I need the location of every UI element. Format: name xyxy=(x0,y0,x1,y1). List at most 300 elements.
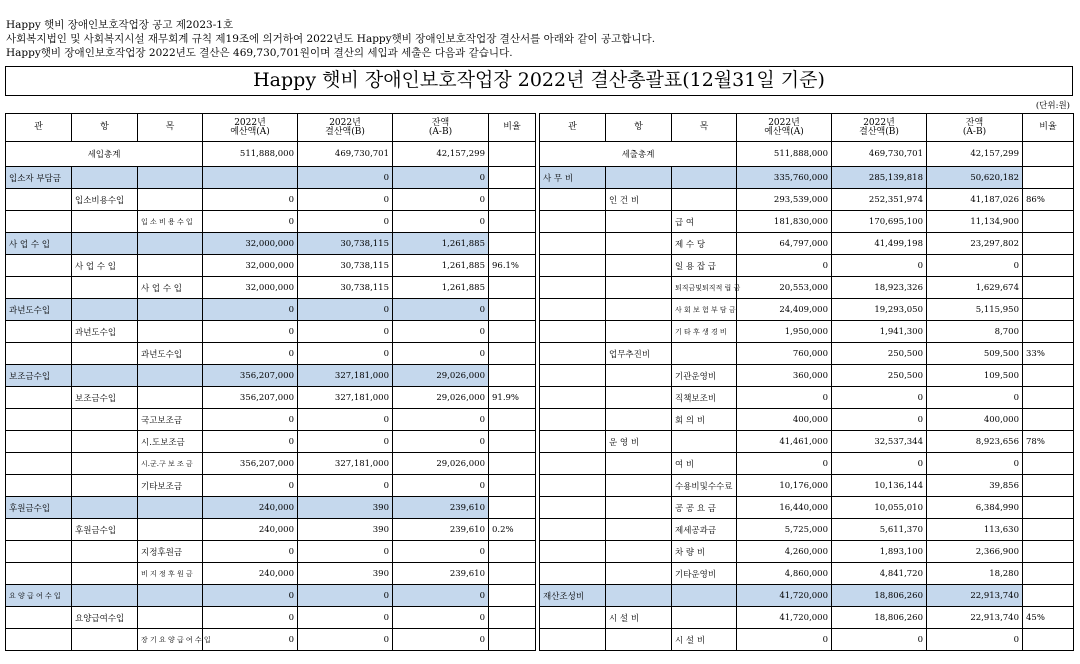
revenue-settle-cell: 0 xyxy=(298,629,393,651)
expense-row xyxy=(540,233,1074,255)
expense-total-ratio xyxy=(1023,142,1074,167)
expense-gwan-cell xyxy=(540,277,606,299)
revenue-row xyxy=(6,607,536,629)
expense-ratio-cell xyxy=(1023,629,1074,651)
revenue-settle-cell: 0 xyxy=(298,167,393,189)
expense-gwan-cell xyxy=(540,365,606,387)
expense-diff-cell: 2,366,900 xyxy=(927,541,1023,563)
revenue-budget-cell: 356,207,000 xyxy=(203,453,298,475)
revenue-budget-cell: 0 xyxy=(203,475,298,497)
revenue-ratio-cell xyxy=(489,629,536,651)
revenue-mok-cell xyxy=(138,255,203,277)
revenue-gwan-cell xyxy=(6,387,72,409)
expense-mok-cell: 수용비및수수료 xyxy=(672,475,737,497)
revenue-row xyxy=(6,541,536,563)
expense-total-row xyxy=(540,142,1074,167)
expense-mok-cell: 공 공 요 금 xyxy=(672,497,737,519)
revenue-diff-cell: 1,261,885 xyxy=(393,277,489,299)
revenue-ratio-cell xyxy=(489,475,536,497)
revenue-ratio-cell xyxy=(489,189,536,211)
expense-gwan-cell xyxy=(540,519,606,541)
expense-ratio-cell xyxy=(1023,563,1074,585)
expense-budget-cell: 41,720,000 xyxy=(737,607,832,629)
revenue-ratio-cell xyxy=(489,321,536,343)
revenue-gwan-cell: 요 양 급 여 수 입 xyxy=(6,585,72,607)
expense-budget-cell: 24,409,000 xyxy=(737,299,832,321)
expense-budget-cell: 64,797,000 xyxy=(737,233,832,255)
expense-row xyxy=(540,365,1074,387)
revenue-gwan-cell xyxy=(6,607,72,629)
expense-settle-cell: 5,611,370 xyxy=(832,519,927,541)
expense-budget-cell: 41,720,000 xyxy=(737,585,832,607)
revenue-ratio-cell xyxy=(489,233,536,255)
expense-budget-cell: 0 xyxy=(737,453,832,475)
expense-hang-cell: 인 건 비 xyxy=(606,189,672,211)
expense-ratio-cell xyxy=(1023,299,1074,321)
revenue-diff-cell: 0 xyxy=(393,343,489,365)
expense-hang-cell: 운 영 비 xyxy=(606,431,672,453)
expense-row xyxy=(540,541,1074,563)
expense-mok-cell xyxy=(672,431,737,453)
revenue-settle-cell: 390 xyxy=(298,563,393,585)
revenue-row xyxy=(6,409,536,431)
expense-ratio-cell xyxy=(1023,453,1074,475)
revenue-diff-cell: 0 xyxy=(393,541,489,563)
revenue-row xyxy=(6,563,536,585)
revenue-row xyxy=(6,167,536,189)
revenue-settle-cell: 30,738,115 xyxy=(298,277,393,299)
expense-row xyxy=(540,431,1074,453)
expense-ratio-cell xyxy=(1023,409,1074,431)
revenue-budget-cell: 0 xyxy=(203,541,298,563)
header-difference: 잔액 (A-B) xyxy=(393,114,489,142)
expense-diff-cell: 41,187,026 xyxy=(927,189,1023,211)
expense-settle-cell: 10,055,010 xyxy=(832,497,927,519)
revenue-hang-cell xyxy=(72,277,138,299)
revenue-hang-cell: 입소비용수입 xyxy=(72,189,138,211)
expense-diff-cell: 6,384,990 xyxy=(927,497,1023,519)
header-budget: 2022년 예산액(A) xyxy=(737,114,832,142)
expense-hang-cell xyxy=(606,233,672,255)
revenue-gwan-cell: 후원금수입 xyxy=(6,497,72,519)
revenue-mok-cell: 사 업 수 입 xyxy=(138,277,203,299)
expense-hang-cell xyxy=(606,255,672,277)
expense-budget-cell: 360,000 xyxy=(737,365,832,387)
revenue-diff-cell: 0 xyxy=(393,629,489,651)
expense-budget-cell: 293,539,000 xyxy=(737,189,832,211)
expense-row xyxy=(540,453,1074,475)
expense-mok-cell: 차 량 비 xyxy=(672,541,737,563)
expense-budget-cell: 0 xyxy=(737,387,832,409)
revenue-total-label: 세입총계 xyxy=(6,142,203,167)
expense-diff-cell: 22,913,740 xyxy=(927,585,1023,607)
revenue-mok-cell xyxy=(138,167,203,189)
expense-mok-cell: 제세공과금 xyxy=(672,519,737,541)
revenue-settle-cell: 30,738,115 xyxy=(298,255,393,277)
revenue-budget-cell: 32,000,000 xyxy=(203,277,298,299)
expense-ratio-cell xyxy=(1023,211,1074,233)
revenue-settle-cell: 327,181,000 xyxy=(298,453,393,475)
expense-settle-cell: 0 xyxy=(832,409,927,431)
revenue-hang-cell xyxy=(72,629,138,651)
expense-hang-cell xyxy=(606,321,672,343)
expense-ratio-cell: 33% xyxy=(1023,343,1074,365)
revenue-gwan-cell xyxy=(6,277,72,299)
expense-diff-cell: 8,700 xyxy=(927,321,1023,343)
expense-hang-cell xyxy=(606,563,672,585)
revenue-budget-cell: 32,000,000 xyxy=(203,255,298,277)
expense-diff-cell: 109,500 xyxy=(927,365,1023,387)
expense-mok-cell: 시 설 비 xyxy=(672,629,737,651)
expense-settle-cell: 1,941,300 xyxy=(832,321,927,343)
expense-hang-cell xyxy=(606,211,672,233)
expense-ratio-cell xyxy=(1023,497,1074,519)
expense-budget-cell: 4,260,000 xyxy=(737,541,832,563)
expense-budget-cell: 10,176,000 xyxy=(737,475,832,497)
revenue-hang-cell xyxy=(72,211,138,233)
revenue-ratio-cell: 91.9% xyxy=(489,387,536,409)
revenue-row xyxy=(6,321,536,343)
expense-diff-cell: 23,297,802 xyxy=(927,233,1023,255)
revenue-diff-cell: 239,610 xyxy=(393,563,489,585)
expense-row xyxy=(540,387,1074,409)
expense-row xyxy=(540,189,1074,211)
revenue-gwan-cell xyxy=(6,519,72,541)
revenue-ratio-cell xyxy=(489,365,536,387)
revenue-hang-cell: 후원금수입 xyxy=(72,519,138,541)
expense-header-row xyxy=(540,114,1074,142)
expense-ratio-cell: 78% xyxy=(1023,431,1074,453)
expense-table xyxy=(539,113,1074,651)
revenue-settle-cell: 0 xyxy=(298,189,393,211)
revenue-mok-cell: 비 지 정 후 원 금 xyxy=(138,563,203,585)
revenue-mok-cell xyxy=(138,387,203,409)
revenue-row xyxy=(6,475,536,497)
expense-budget-cell: 5,725,000 xyxy=(737,519,832,541)
expense-mok-cell: 기 타 후 생 경 비 xyxy=(672,321,737,343)
expense-gwan-cell xyxy=(540,211,606,233)
expense-ratio-cell xyxy=(1023,585,1074,607)
expense-gwan-cell xyxy=(540,409,606,431)
revenue-hang-cell xyxy=(72,475,138,497)
revenue-total-settlement: 469,730,701 xyxy=(298,142,393,167)
expense-ratio-cell xyxy=(1023,255,1074,277)
revenue-budget-cell: 0 xyxy=(203,431,298,453)
expense-diff-cell: 5,115,950 xyxy=(927,299,1023,321)
revenue-mok-cell: 장 기 요 양 급 여 수 입 xyxy=(138,629,203,651)
expense-settle-cell: 18,806,260 xyxy=(832,585,927,607)
revenue-ratio-cell xyxy=(489,409,536,431)
revenue-mok-cell: 기타보조금 xyxy=(138,475,203,497)
document-title: Happy 햇비 장애인보호작업장 2022년 결산총괄표(12월31일 기준) xyxy=(5,66,1073,96)
header-ratio: 비율 xyxy=(1023,114,1074,142)
revenue-settle-cell: 0 xyxy=(298,541,393,563)
expense-hang-cell xyxy=(606,585,672,607)
expense-gwan-cell xyxy=(540,453,606,475)
revenue-mok-cell xyxy=(138,519,203,541)
revenue-diff-cell: 0 xyxy=(393,431,489,453)
revenue-diff-cell: 0 xyxy=(393,607,489,629)
expense-mok-cell: 직책보조비 xyxy=(672,387,737,409)
revenue-ratio-cell xyxy=(489,541,536,563)
expense-budget-cell: 20,553,000 xyxy=(737,277,832,299)
revenue-row xyxy=(6,299,536,321)
revenue-ratio-cell xyxy=(489,277,536,299)
revenue-hang-cell xyxy=(72,343,138,365)
revenue-row xyxy=(6,387,536,409)
expense-gwan-cell xyxy=(540,321,606,343)
expense-gwan-cell xyxy=(540,387,606,409)
revenue-row xyxy=(6,497,536,519)
expense-diff-cell: 113,630 xyxy=(927,519,1023,541)
expense-gwan-cell xyxy=(540,541,606,563)
expense-ratio-cell: 45% xyxy=(1023,607,1074,629)
expense-mok-cell: 회 의 비 xyxy=(672,409,737,431)
revenue-mok-cell xyxy=(138,233,203,255)
revenue-budget-cell: 240,000 xyxy=(203,563,298,585)
expense-settle-cell: 1,893,100 xyxy=(832,541,927,563)
revenue-settle-cell: 0 xyxy=(298,475,393,497)
expense-settle-cell: 4,841,720 xyxy=(832,563,927,585)
expense-diff-cell: 1,629,674 xyxy=(927,277,1023,299)
expense-budget-cell: 0 xyxy=(737,255,832,277)
revenue-settle-cell: 0 xyxy=(298,585,393,607)
expense-ratio-cell xyxy=(1023,167,1074,189)
expense-settle-cell: 18,923,326 xyxy=(832,277,927,299)
revenue-diff-cell: 1,261,885 xyxy=(393,255,489,277)
expense-diff-cell: 0 xyxy=(927,629,1023,651)
header-ratio: 비율 xyxy=(489,114,536,142)
revenue-hang-cell xyxy=(72,453,138,475)
expense-row xyxy=(540,167,1074,189)
expense-hang-cell xyxy=(606,629,672,651)
revenue-row xyxy=(6,585,536,607)
revenue-row xyxy=(6,519,536,541)
expense-mok-cell xyxy=(672,585,737,607)
expense-hang-cell xyxy=(606,365,672,387)
expense-hang-cell xyxy=(606,519,672,541)
expense-gwan-cell xyxy=(540,189,606,211)
expense-diff-cell: 11,134,900 xyxy=(927,211,1023,233)
revenue-total-difference: 42,157,299 xyxy=(393,142,489,167)
expense-mok-cell xyxy=(672,189,737,211)
expense-settle-cell: 170,695,100 xyxy=(832,211,927,233)
revenue-gwan-cell: 과년도수입 xyxy=(6,299,72,321)
expense-total-label: 세출총계 xyxy=(540,142,737,167)
expense-settle-cell: 0 xyxy=(832,629,927,651)
expense-budget-cell: 335,760,000 xyxy=(737,167,832,189)
revenue-diff-cell: 29,026,000 xyxy=(393,387,489,409)
revenue-gwan-cell xyxy=(6,321,72,343)
revenue-gwan-cell: 보조금수입 xyxy=(6,365,72,387)
revenue-budget-cell: 0 xyxy=(203,607,298,629)
revenue-mok-cell xyxy=(138,365,203,387)
header-settlement: 2022년 결산액(B) xyxy=(832,114,927,142)
expense-mok-cell: 기관운영비 xyxy=(672,365,737,387)
expense-row xyxy=(540,255,1074,277)
revenue-ratio-cell xyxy=(489,211,536,233)
expense-settle-cell: 250,500 xyxy=(832,365,927,387)
expense-gwan-cell xyxy=(540,255,606,277)
expense-ratio-cell: 86% xyxy=(1023,189,1074,211)
expense-budget-cell: 400,000 xyxy=(737,409,832,431)
revenue-hang-cell xyxy=(72,541,138,563)
expense-ratio-cell xyxy=(1023,233,1074,255)
revenue-budget-cell: 0 xyxy=(203,321,298,343)
revenue-hang-cell xyxy=(72,431,138,453)
revenue-row xyxy=(6,277,536,299)
expense-settle-cell: 10,136,144 xyxy=(832,475,927,497)
header-mok: 목 xyxy=(672,114,737,142)
revenue-budget-cell: 0 xyxy=(203,211,298,233)
expense-budget-cell: 16,440,000 xyxy=(737,497,832,519)
expense-total-budget: 511,888,000 xyxy=(737,142,832,167)
revenue-gwan-cell: 사 업 수 입 xyxy=(6,233,72,255)
revenue-budget-cell: 0 xyxy=(203,585,298,607)
revenue-ratio-cell: 0.2% xyxy=(489,519,536,541)
revenue-hang-cell: 보조금수입 xyxy=(72,387,138,409)
expense-gwan-cell xyxy=(540,299,606,321)
revenue-ratio-cell xyxy=(489,563,536,585)
revenue-gwan-cell xyxy=(6,431,72,453)
revenue-mok-cell xyxy=(138,607,203,629)
expense-diff-cell: 0 xyxy=(927,255,1023,277)
expense-mok-cell: 일 용 잡 급 xyxy=(672,255,737,277)
revenue-diff-cell: 29,026,000 xyxy=(393,453,489,475)
expense-row xyxy=(540,497,1074,519)
expense-row xyxy=(540,211,1074,233)
revenue-settle-cell: 327,181,000 xyxy=(298,365,393,387)
expense-gwan-cell xyxy=(540,431,606,453)
expense-ratio-cell xyxy=(1023,321,1074,343)
expense-row xyxy=(540,343,1074,365)
revenue-row xyxy=(6,189,536,211)
expense-diff-cell: 22,913,740 xyxy=(927,607,1023,629)
notice-line-3: Happy햇비 장애인보호작업장 2022년도 결산은 469,730,701원이며 결산의 세입과 세출은 다음과 같습니다. xyxy=(6,47,513,59)
revenue-diff-cell: 29,026,000 xyxy=(393,365,489,387)
revenue-diff-cell: 239,610 xyxy=(393,497,489,519)
revenue-hang-cell xyxy=(72,167,138,189)
expense-gwan-cell xyxy=(540,233,606,255)
revenue-mok-cell: 입 소 비 용 수 입 xyxy=(138,211,203,233)
revenue-gwan-cell xyxy=(6,343,72,365)
expense-settle-cell: 252,351,974 xyxy=(832,189,927,211)
expense-row xyxy=(540,409,1074,431)
revenue-hang-cell xyxy=(72,233,138,255)
revenue-budget-cell: 0 xyxy=(203,189,298,211)
expense-settle-cell: 18,806,260 xyxy=(832,607,927,629)
revenue-settle-cell: 0 xyxy=(298,343,393,365)
revenue-gwan-cell xyxy=(6,255,72,277)
revenue-settle-cell: 0 xyxy=(298,409,393,431)
expense-gwan-cell: 사 무 비 xyxy=(540,167,606,189)
revenue-budget-cell: 0 xyxy=(203,409,298,431)
header-gwan: 관 xyxy=(540,114,606,142)
revenue-budget-cell: 240,000 xyxy=(203,497,298,519)
revenue-settle-cell: 0 xyxy=(298,321,393,343)
revenue-settle-cell: 327,181,000 xyxy=(298,387,393,409)
revenue-budget-cell: 240,000 xyxy=(203,519,298,541)
revenue-diff-cell: 0 xyxy=(393,211,489,233)
expense-mok-cell: 제 수 당 xyxy=(672,233,737,255)
expense-row xyxy=(540,475,1074,497)
revenue-budget-cell: 0 xyxy=(203,629,298,651)
revenue-hang-cell: 사 업 수 입 xyxy=(72,255,138,277)
revenue-gwan-cell xyxy=(6,409,72,431)
revenue-gwan-cell xyxy=(6,453,72,475)
expense-budget-cell: 4,860,000 xyxy=(737,563,832,585)
expense-gwan-cell xyxy=(540,497,606,519)
expense-diff-cell: 18,280 xyxy=(927,563,1023,585)
revenue-ratio-cell xyxy=(489,585,536,607)
header-hang: 항 xyxy=(72,114,138,142)
expense-budget-cell: 1,950,000 xyxy=(737,321,832,343)
expense-mok-cell xyxy=(672,607,737,629)
revenue-mok-cell: 과년도수입 xyxy=(138,343,203,365)
expense-settle-cell: 250,500 xyxy=(832,343,927,365)
revenue-ratio-cell xyxy=(489,453,536,475)
expense-mok-cell: 여 비 xyxy=(672,453,737,475)
notice-line-1: Happy 햇비 장애인보호작업장 공고 제2023-1호 xyxy=(6,19,234,31)
revenue-hang-cell xyxy=(72,585,138,607)
revenue-gwan-cell: 입소자 부담금 xyxy=(6,167,72,189)
expense-hang-cell xyxy=(606,409,672,431)
revenue-diff-cell: 1,261,885 xyxy=(393,233,489,255)
expense-diff-cell: 0 xyxy=(927,387,1023,409)
revenue-diff-cell: 0 xyxy=(393,189,489,211)
expense-hang-cell xyxy=(606,277,672,299)
expense-mok-cell: 기타운영비 xyxy=(672,563,737,585)
expense-total-difference: 42,157,299 xyxy=(927,142,1023,167)
expense-hang-cell xyxy=(606,167,672,189)
expense-diff-cell: 400,000 xyxy=(927,409,1023,431)
revenue-mok-cell: 시.도보조금 xyxy=(138,431,203,453)
notice-line-2: 사회복지법인 및 사회복지시설 재무회계 규칙 제19조에 의거하여 2022년도 Happy햇비 장애인보호작업장 결산서를 아래와 같이 공고합니다. xyxy=(6,33,656,45)
expense-ratio-cell xyxy=(1023,475,1074,497)
revenue-hang-cell xyxy=(72,299,138,321)
expense-settle-cell: 0 xyxy=(832,453,927,475)
expense-diff-cell: 39,856 xyxy=(927,475,1023,497)
expense-row xyxy=(540,607,1074,629)
expense-diff-cell: 0 xyxy=(927,453,1023,475)
expense-hang-cell xyxy=(606,541,672,563)
expense-hang-cell xyxy=(606,299,672,321)
expense-ratio-cell xyxy=(1023,541,1074,563)
revenue-ratio-cell: 96.1% xyxy=(489,255,536,277)
header-mok: 목 xyxy=(138,114,203,142)
revenue-ratio-cell xyxy=(489,497,536,519)
revenue-hang-cell xyxy=(72,365,138,387)
revenue-budget-cell: 356,207,000 xyxy=(203,365,298,387)
revenue-gwan-cell xyxy=(6,211,72,233)
expense-gwan-cell xyxy=(540,607,606,629)
revenue-diff-cell: 0 xyxy=(393,475,489,497)
header-settlement: 2022년 결산액(B) xyxy=(298,114,393,142)
revenue-ratio-cell xyxy=(489,343,536,365)
expense-gwan-cell xyxy=(540,629,606,651)
revenue-mok-cell xyxy=(138,299,203,321)
expense-row xyxy=(540,629,1074,651)
revenue-gwan-cell xyxy=(6,189,72,211)
expense-row xyxy=(540,299,1074,321)
revenue-mok-cell xyxy=(138,497,203,519)
revenue-budget-cell: 356,207,000 xyxy=(203,387,298,409)
expense-budget-cell: 181,830,000 xyxy=(737,211,832,233)
expense-mok-cell: 급 여 xyxy=(672,211,737,233)
expense-diff-cell: 8,923,656 xyxy=(927,431,1023,453)
revenue-budget-cell: 0 xyxy=(203,343,298,365)
expense-ratio-cell xyxy=(1023,277,1074,299)
